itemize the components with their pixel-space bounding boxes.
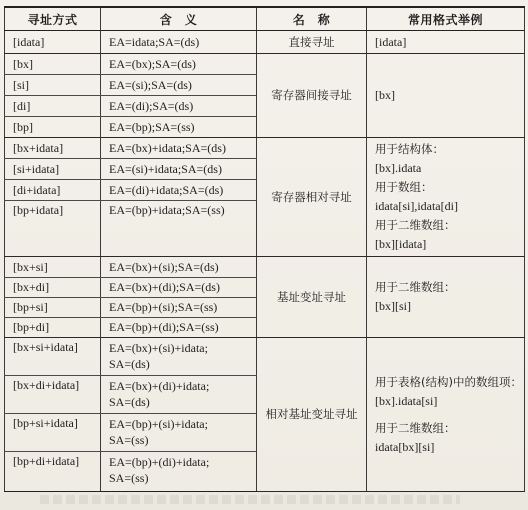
name-cell-relative-base-index: 相对基址变址寻址 [257,338,367,492]
name-cell-register-indirect: 寄存器间接寻址 [257,54,367,138]
example-cell [367,257,525,338]
meaning-cell [101,414,257,452]
header-common-format-example: 常用格式举例 [367,7,525,31]
meaning-cell: EA=(si);SA=(ds) [101,75,257,96]
faded-text-strip [40,495,460,504]
mode-cell: [bp+si+idata] [5,414,101,452]
mode-cell: [bx+di+idata] [5,376,101,414]
example-cell [367,31,525,54]
example-line: 用于二维数组： [375,280,456,294]
example-line: 用于二维数组： [375,420,456,435]
mode-cell: [di] [5,96,101,117]
example-cell [367,138,525,257]
mode-cell: [bp+di] [5,318,101,338]
example-line: 用于表格(结构)中的数组项： [375,374,522,389]
name-cell-base-index: 基址变址寻址 [257,257,367,338]
meaning-line: EA=(bx)+(si)+idata; [109,341,208,355]
example-line: [bx].idata [375,161,422,175]
meaning-line: SA=(ss) [109,433,149,447]
meaning-cell [101,376,257,414]
mode-cell: [bx+idata] [5,138,101,159]
meaning-cell [101,452,257,492]
addressing-modes-table [4,6,525,493]
example-line: 用于结构体： [375,142,444,156]
meaning-cell [101,338,257,376]
meaning-cell: EA=(di);SA=(ds) [101,96,257,117]
meaning-cell: EA=(bx);SA=(ds) [101,54,257,75]
meaning-line: EA=(bp)+(si)+idata; [109,417,208,431]
meaning-line: SA=(ss) [109,471,149,485]
header-name: 名 称 [257,7,367,31]
meaning-line: SA=(ds) [109,395,150,409]
meaning-cell: EA=(di)+idata;SA=(ds) [101,180,257,201]
example-cell [367,338,525,492]
name-cell-direct: 直接寻址 [257,31,367,54]
meaning-cell: EA=(bx)+idata;SA=(ds) [101,138,257,159]
meaning-cell: EA=(bx)+(si);SA=(ds) [101,257,257,278]
mode-cell: [idata] [5,31,101,54]
example-line: [bx] [375,88,395,102]
meaning-cell: EA=idata;SA=(ds) [101,31,257,54]
meaning-cell: EA=(bx)+(di);SA=(ds) [101,278,257,298]
header-addressing-mode: 寻址方式 [5,7,101,31]
meaning-line: EA=(bx)+(di)+idata; [109,379,210,393]
table-header-row [5,7,525,31]
mode-cell: [bx+si+idata] [5,338,101,376]
example-spacer [375,411,524,419]
mode-cell: [si] [5,75,101,96]
example-line: 用于数组： [375,180,433,194]
meaning-cell: EA=(si)+idata;SA=(ds) [101,159,257,180]
example-line: [idata] [375,34,407,49]
meaning-cell: EA=(bp)+(di);SA=(ss) [101,318,257,338]
example-line: idata[bx][si] [375,439,435,454]
example-line: [bx][si] [375,299,411,313]
table-row [5,338,525,376]
table-row [5,31,525,54]
table-row [5,257,525,278]
header-meaning: 含 义 [101,7,257,31]
next-page-bleed [0,492,528,510]
meaning-line: EA=(bp)+(di)+idata; [109,455,210,469]
mode-cell: [bp+di+idata] [5,452,101,492]
meaning-cell: EA=(bp)+idata;SA=(ss) [101,201,257,257]
table-row [5,138,525,159]
mode-cell: [bp] [5,117,101,138]
example-line: idata[si],idata[di] [375,199,458,213]
mode-cell: [bx+si] [5,257,101,278]
mode-cell: [di+idata] [5,180,101,201]
meaning-line: SA=(ds) [109,357,150,371]
mode-cell: [si+idata] [5,159,101,180]
mode-cell: [bx+di] [5,278,101,298]
mode-cell: [bp+si] [5,298,101,318]
meaning-cell: EA=(bp)+(si);SA=(ss) [101,298,257,318]
mode-cell: [bx] [5,54,101,75]
meaning-cell: EA=(bp);SA=(ss) [101,117,257,138]
table-row [5,54,525,75]
name-cell-register-relative: 寄存器相对寻址 [257,138,367,257]
example-cell [367,54,525,138]
example-line: 用于二维数组： [375,218,456,232]
example-line: [bx].idata[si] [375,393,438,408]
example-line: [bx][idata] [375,237,427,251]
mode-cell: [bp+idata] [5,201,101,257]
